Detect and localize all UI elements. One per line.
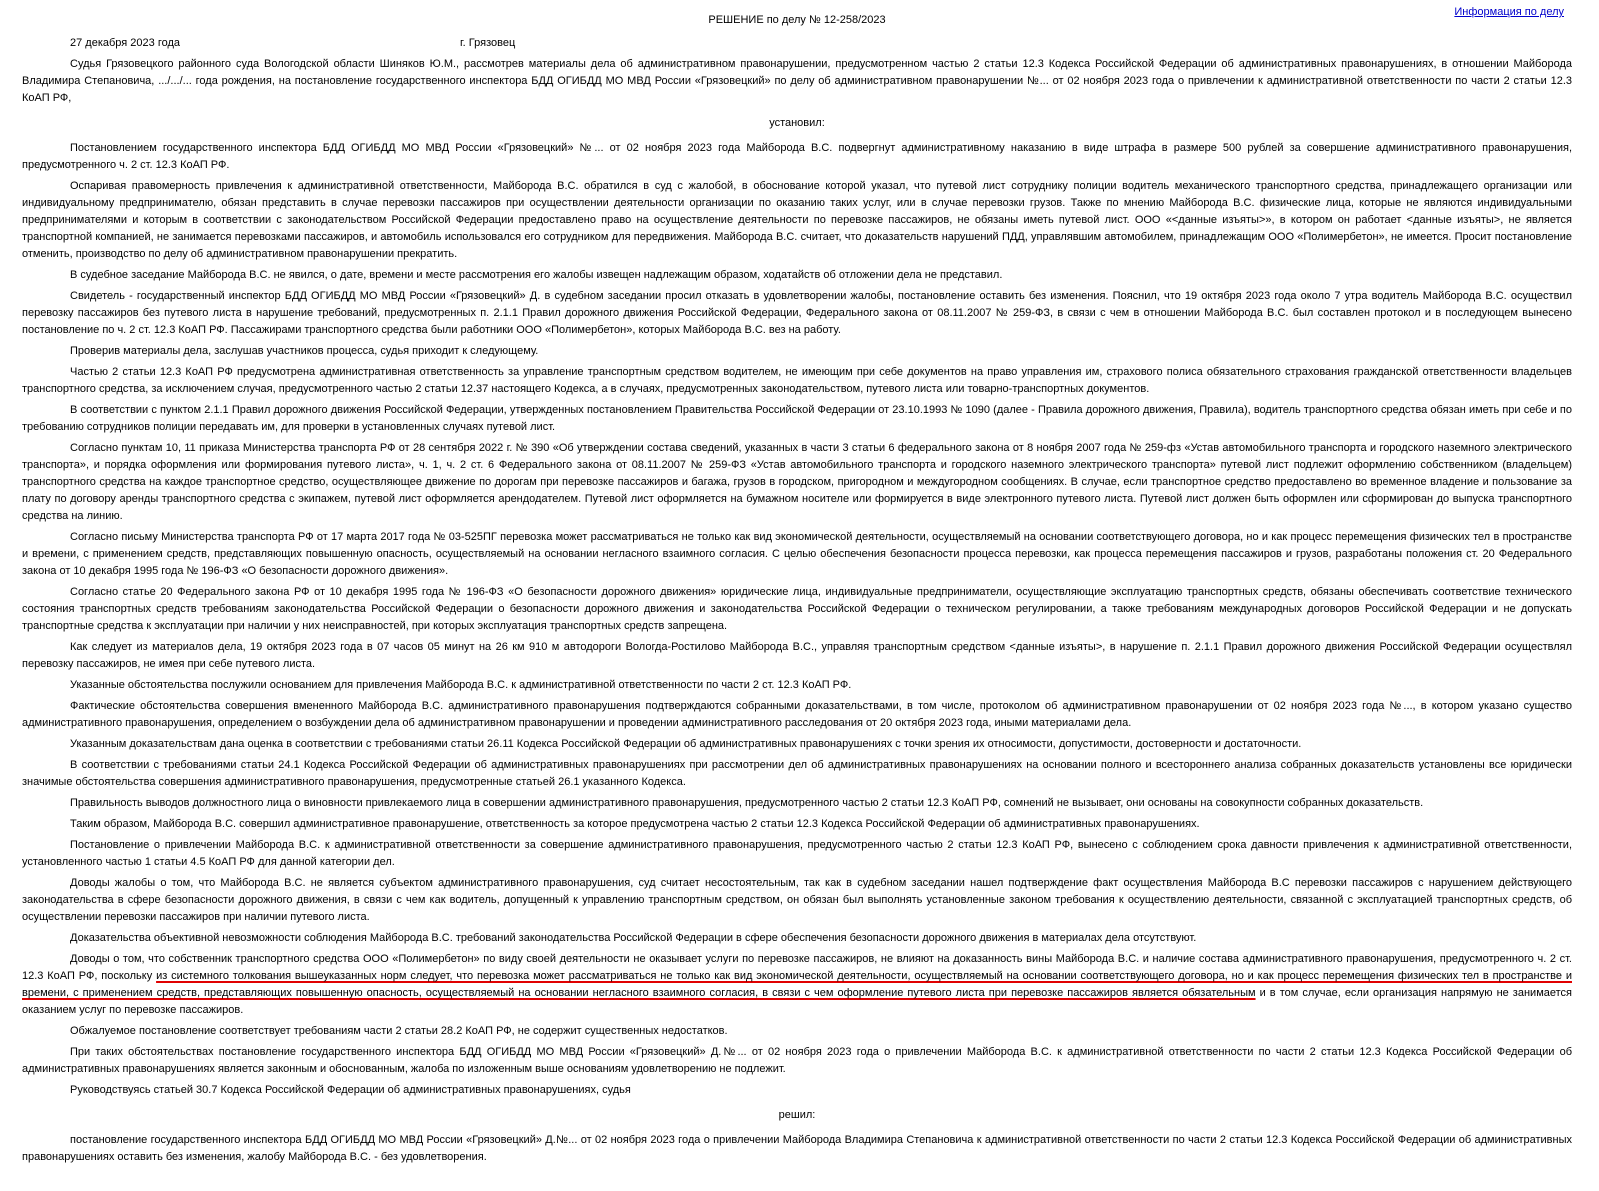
paragraph: Согласно письму Министерства транспорта РФ от 17 марта 2017 года № 03-525ПГ перевозка может рассматриваться не только как вид экономической деятельности, осуществляемый на основании соответствующего договора, но и как процесс перемещения физических тел в пространстве и времени, с применением средств, представляющих повышенную опасность, осуществляемый на основании негласного взаимного согласия. С целью обеспечения безопасности процесса перевозки, как процесса перемещения пассажиров и грузов, разработаны положения ст. 20 Федерального закона от 10 декабря 1995 года № 196-ФЗ «О безопасности дорожного движения».: [22, 531, 1572, 577]
paragraph: Согласно пунктам 10, 11 приказа Министерства транспорта РФ от 28 сентября 2022 г. № 390 «Об утверждении состава сведений, указанных в части 3 статьи 6 федерального закона от 8 ноября 2007 года № 259-фз «Устав автомобильного транспорта и городского наземного электрического транспорта», и порядка оформления или формирования путевого листа», ч. 1, ч. 2 ст. 6 Федерального закона от 08.11.2007 № 259-ФЗ «Устав автомобильного транспорта и городского наземного электрического транспорта» путевой лист подлежит оформлению собственником (владельцем) транспортного средства на каждое транспортное средство, осуществляющее движение по дорогам при перевозке пассажиров и багажа, грузов в городском, пригородном и междугородном сообщениях. В случае, если транспортное средство предоставлено во временное владение и пользование за плату по договору аренды транспортного средства с экипажем, путевой лист оформляется арендодателем. Путевой лист оформляется на бумажном носителе или формируется в виде электронного путевого листа. Путевой лист должен быть оформлен или сформирован до выпуска транспортного средства на линию.: [22, 442, 1572, 522]
paragraph: При таких обстоятельствах постановление государственного инспектора БДД ОГИБДД МО МВД России «Грязовецкий» Д.№... от 02 ноября 2023 года о привлечении Майборода В.С. к административной ответственности по части 2 статьи 12.3 Кодекса Российской Федерации об административных правонарушениях является законным и обоснованным, жалоба по изложенным выше основаниям удовлетворению не подлежит.: [22, 1046, 1572, 1075]
paragraph: В судебное заседание Майборода В.С. не явился, о дате, времени и месте рассмотрения его жалобы извещен надлежащим образом, ходатайств об отложении дела не представил.: [70, 269, 1003, 281]
highlight-after: и в том случае, если организация напрямую не занимается оказанием услуг по перевозке пассажиров.: [22, 987, 1572, 1016]
paragraph: Фактические обстоятельства совершения вмененного Майборода В.С. административного правонарушения подтверждаются собранными доказательствами, в том числе, протоколом об административном правонарушении от 02 ноября 2023 года №..., в котором указано существо административного правонарушения, определением о возбуждении дела об административном правонарушении и проведении административного расследования от 20 октября 2023 года, иными материалами дела.: [22, 700, 1572, 729]
paragraph: Доводы жалобы о том, что Майборода В.С. не является субъектом административного правонарушения, суд считает несостоятельным, так как в судебном заседании нашел подтверждение факт осуществления Майборода В.С перевозки пассажиров с нарушением действующего законодательства в сфере безопасности дорожного движения, в связи с чем как водитель, допущенный к управлению транспортным средством, он обязан был выполнять установленные законом требования к осуществлению деятельности, связанной с эксплуатацией транспортных средств, об осуществлении перевозки пассажиров при наличии путевого листа.: [22, 877, 1572, 923]
paragraph: Указанные обстоятельства послужили основанием для привлечения Майборода В.С. к административной ответственности по части 2 ст. 12.3 КоАП РФ.: [70, 679, 852, 691]
document-title: РЕШЕНИЕ по делу № 12-258/2023: [708, 14, 886, 26]
paragraph: Указанным доказательствам дана оценка в соответствии с требованиями статьи 26.11 Кодекса Российской Федерации об административных правонарушениях с точки зрения их относимости, допустимости, достоверности и достаточности.: [70, 738, 1302, 750]
paragraph: Обжалуемое постановление соответствует требованиям части 2 статьи 28.2 КоАП РФ, не содержит существенных недостатков.: [70, 1025, 728, 1037]
highlight-before: Доводы о том, что собственник транспортного средства ООО «Полимербетон» по виду своей деятельности не оказывает услуги по перевозке пассажиров, не влияют на доказанность вины Майборода В.С. и наличие состава административного правонарушения, предусмотренного ч. 2 ст. 12.3 КоАП РФ, поскольку: [22, 953, 1572, 982]
established-label: установил:: [769, 117, 825, 129]
paragraph: Согласно статье 20 Федерального закона РФ от 10 декабря 1995 года № 196-ФЗ «О безопасности дорожного движения» юридические лица, индивидуальные предприниматели, осуществляющие эксплуатацию транспортных средств, обязаны обеспечивать соответствие технического состояния транспортных средств требованиям законодательства Российской Федерации о безопасности дорожного движения и законодательства Российской Федерации о техническом регулировании, а также требованиям международных договоров Российской Федерации и не допускать транспортные средства к эксплуатации при наличии у них неисправностей, при которых эксплуатация транспортных средств запрещена.: [22, 586, 1572, 632]
date-line: [70, 35, 1572, 52]
paragraph: Проверив материалы дела, заслушав участников процесса, судья приходит к следующему.: [70, 345, 539, 357]
paragraph: Частью 2 статьи 12.3 КоАП РФ предусмотрена административная ответственность за управление транспортным средством водителем, не имеющим при себе документов на право управления им, страхового полиса обязательного страхования гражданской ответственности владельцев транспортного средства, за исключением случая, предусмотренного частью 2 статьи 12.37 настоящего Кодекса, а в случаях, предусмотренных законодательством, путевого листа или товарно-транспортных документов.: [22, 366, 1572, 395]
decision-city: г. Грязовец: [460, 37, 516, 49]
case-info-link[interactable]: Информация по делу: [1454, 6, 1564, 18]
paragraph: Оспаривая правомерность привлечения к административной ответственности, Майборода В.С. обратился в суд с жалобой, в обоснование которой указал, что путевой лист сотруднику полиции водитель механического транспортного средства, принадлежащего организации или индивидуальному предпринимателю, обязан представить в случае перевозки пассажиров при осуществлении деятельности организации по оказанию таких услуг, или в случае перевозки грузов. Также по мнению Майборода В.С. физические лица, которые не являются индивидуальными предпринимателями и которым в соответствии с законодательством Российской Федерации предоставлено право на осуществление деятельности по перевозке пассажиров, не обязаны иметь путевой лист. ООО «<данные изъяты>», в котором он работает <данные изъяты>, не является транспортной компанией, не занимается перевозками пассажиров, и автомобиль использовался его сотрудником для передвижения. Майборода В.С. считает, что доказательств нарушений ПДД, управлявшим автомобилем, принадлежащим ООО «Полимербетон», не имеется. Просит постановление отменить, производство по делу об административном правонарушении прекратить.: [22, 180, 1572, 260]
paragraph: Руководствуясь статьей 30.7 Кодекса Российской Федерации об административных правонарушениях, судья: [70, 1084, 631, 1096]
decided-label: решил:: [778, 1109, 816, 1121]
intro-paragraph: Судья Грязовецкого районного суда Вологодской области Шиняков Ю.М., рассмотрев материалы дела об административном правонарушении, предусмотренном частью 2 статьи 12.3 Кодекса Российской Федерации об административных правонарушениях, в отношении Майборода Владимира Степановича, .../.../... года рождения, на постановление государственного инспектора БДД ОГИБДД МО МВД России «Грязовецкий» по делу об административном правонарушении №... от 02 ноября 2023 года о привлечении к административной ответственности по части 2 статьи 12.3 КоАП РФ,: [22, 58, 1572, 104]
paragraph: Постановление о привлечении Майборода В.С. к административной ответственности за совершение административного правонарушения, предусмотренного частью 2 статьи 12.3 КоАП РФ, вынесено с соблюдением срока давности привлечения к административной ответственности, установленного частью 1 статьи 4.5 КоАП РФ для данной категории дел.: [22, 839, 1572, 868]
paragraph: Постановлением государственного инспектора БДД ОГИБДД МО МВД России «Грязовецкий» №... от 02 ноября 2023 года Майборода В.С. подвергнут административному наказанию в виде штрафа в размере 500 рублей за совершение административного правонарушения, предусмотренного ч. 2 ст. 12.3 КоАП РФ.: [22, 142, 1572, 171]
paragraph: Правильность выводов должностного лица о виновности привлекаемого лица в совершении административного правонарушения, предусмотренного частью 2 статьи 12.3 КоАП РФ, сомнений не вызывает, они основаны на совокупности собранных доказательств.: [70, 797, 1424, 809]
final-paragraph: постановление государственного инспектора БДД ОГИБДД МО МВД России «Грязовецкий» Д.№... от 02 ноября 2023 года о привлечении Майборода Владимира Степановича к административной ответственности по части 2 статьи 12.3 Кодекса Российской Федерации об административных правонарушениях оставить без изменения, жалобу Майборода В.С. - без удовлетворения.: [22, 1134, 1572, 1163]
paragraph: В соответствии с требованиями статьи 24.1 Кодекса Российской Федерации об административных правонарушениях при рассмотрении дел об административных правонарушениях на основании полного и всестороннего анализа собранных доказательств установлены все юридически значимые обстоятельства совершения административного правонарушения, предусмотренные статьей 26.1 указанного Кодекса.: [22, 759, 1572, 788]
paragraph: Как следует из материалов дела, 19 октября 2023 года в 07 часов 05 минут на 26 км 910 м автодороги Вологда-Ростилово Майборода В.С., управляя транспортным средством <данные изъяты>, в нарушение п. 2.1.1 Правил дорожного движения Российской Федерации осуществлял перевозку пассажиров, не имея при себе путевого листа.: [22, 641, 1572, 670]
paragraph: Таким образом, Майборода В.С. совершил административное правонарушение, ответственность за которое предусмотрена частью 2 статьи 12.3 Кодекса Российской Федерации об административных правонарушениях.: [70, 818, 1200, 830]
decision-date: 27 декабря 2023 года: [70, 37, 181, 49]
court-decision-document: [22, 6, 1572, 1170]
red-underlined-passage: из системного толкования вышеуказанных норм следует, что перевозка может рассматриваться не только как вид экономической деятельности, осуществляемый на основании соответствующего договора, но и как процесс перемещения физических тел в пространстве и времени, с применением средств, представляющих повышенную опасность, осуществляемый на основании негласного взаимного согласия, в связи с чем оформление путевого листа при перевозке пассажиров является обязательным: [22, 970, 1572, 999]
paragraph: В соответствии с пунктом 2.1.1 Правил дорожного движения Российской Федерации, утвержденных постановлением Правительства Российской Федерации от 23.10.1993 № 1090 (далее - Правила дорожного движения, Правила), водитель транспортного средства обязан иметь при себе и по требованию сотрудников полиции передавать им, для проверки в установленных случаях путевой лист.: [22, 404, 1572, 433]
highlighted-paragraph: [22, 951, 1572, 1019]
paragraph: Доказательства объективной невозможности соблюдения Майборода В.С. требований законодательства Российской Федерации в сфере обеспечения безопасности дорожного движения в материалах дела отсутствуют.: [70, 932, 1197, 944]
paragraph: Свидетель - государственный инспектор БДД ОГИБДД МО МВД России «Грязовецкий» Д. в судебном заседании просил отказать в удовлетворении жалобы, постановление оставить без изменения. Пояснил, что 19 октября 2023 года около 7 утра водитель Майборода В.С. осуществил перевозку пассажиров без путевого листа в нарушение требований, предусмотренных п. 2.1.1 Правил дорожного движения Российской Федерации, Федерального закона от 08.11.2007 № 259-ФЗ, в связи с чем в отношении Майборода В.С. был составлен протокол и в последующем вынесено постановление по ч. 2 ст. 12.3 КоАП РФ. Пассажирами транспортного средства были работники ООО «Полимербетон», которых Майборода В.С. вез на работу.: [22, 290, 1572, 336]
